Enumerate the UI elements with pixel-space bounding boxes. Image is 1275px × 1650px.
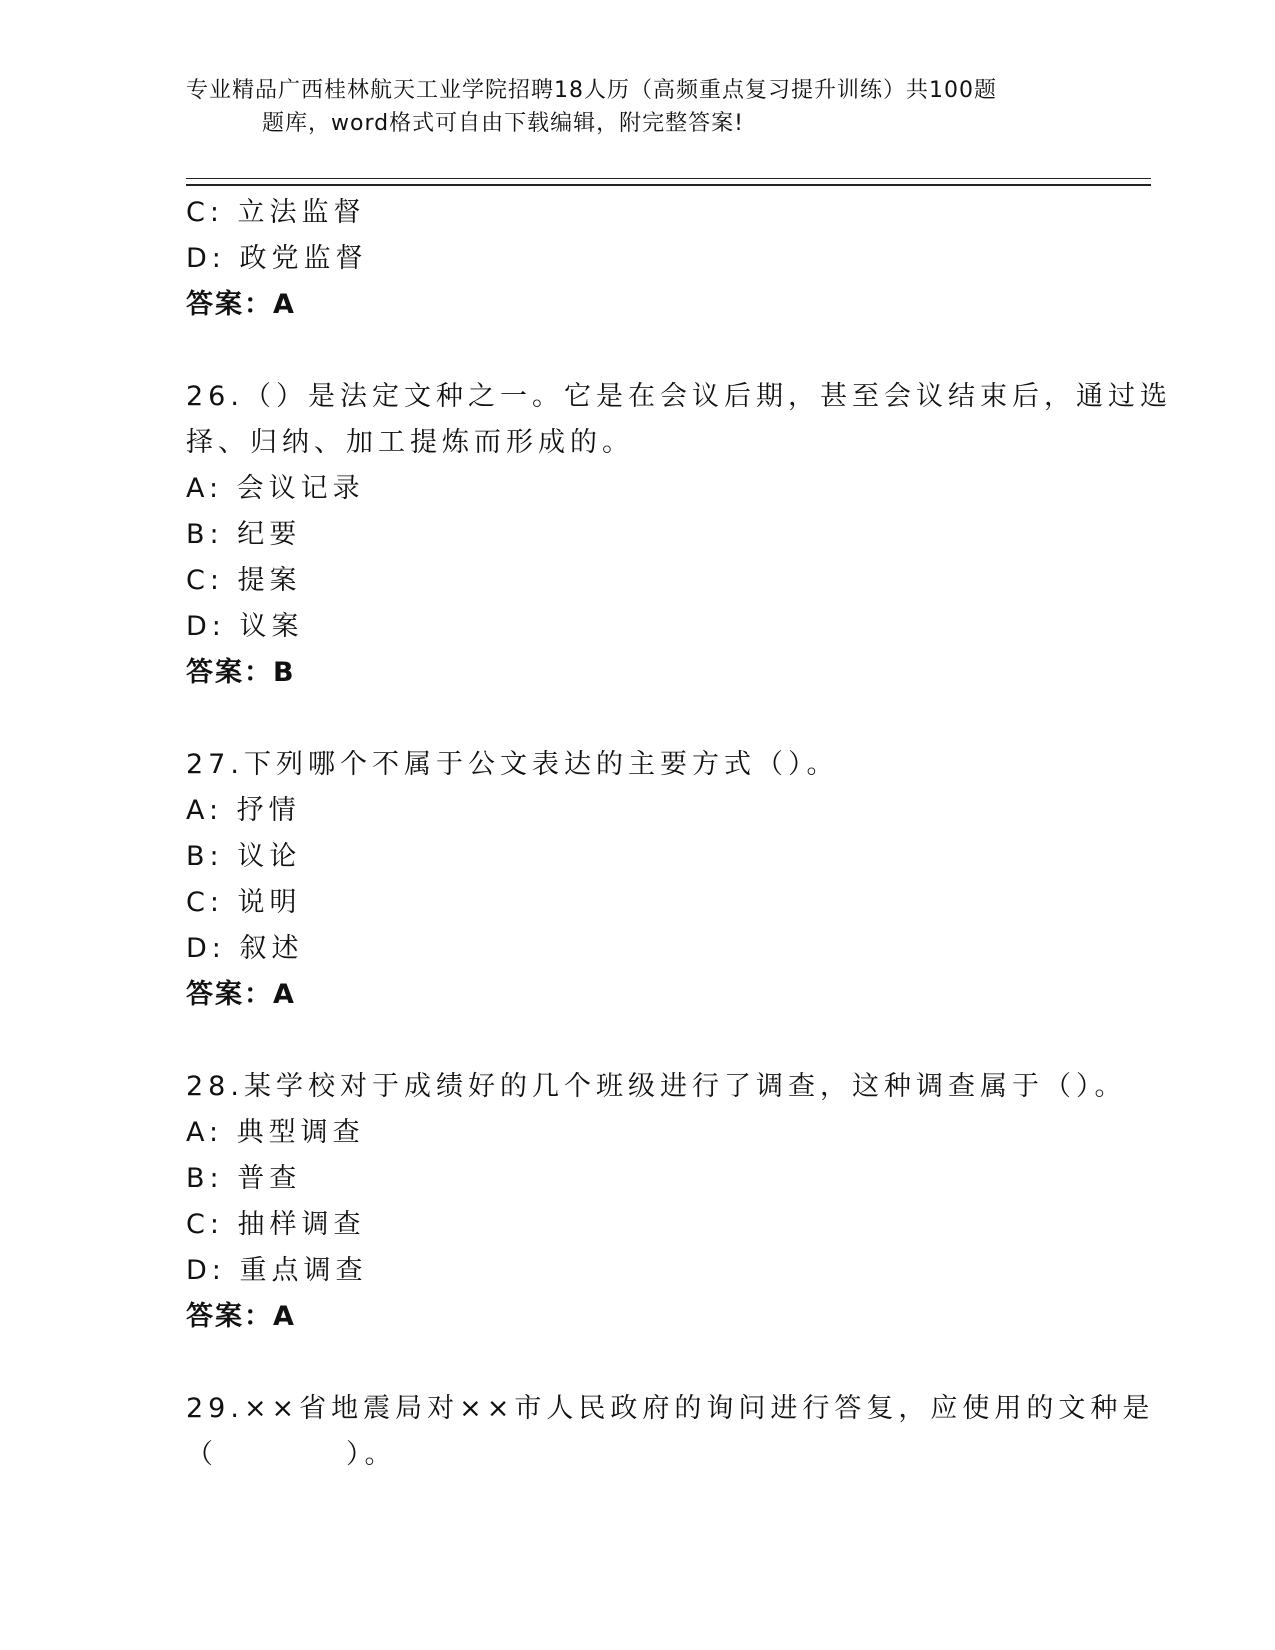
option-b: B: 议论	[186, 841, 302, 872]
header-title-line-1: 专业精品广西桂林航天工业学院招聘18人历（高频重点复习提升训练）共100题	[186, 78, 997, 103]
question-text: 26.（）是法定文种之一。它是在会议后期，甚至会议结束后，通过选	[186, 381, 1172, 412]
option-c: C: 立法监督	[186, 197, 366, 228]
question-text: 28.某学校对于成绩好的几个班级进行了调查，这种调查属于（）。	[186, 1071, 1127, 1102]
answer-line: 答案：A	[186, 979, 296, 1010]
option-a: A: 会议记录	[186, 473, 365, 504]
question-text: 29.××省地震局对××市人民政府的询问进行答复，应使用的文种是	[186, 1393, 1155, 1424]
question-list	[186, 190, 1172, 1478]
question-text: 择、归纳、加工提炼而形成的。	[186, 427, 634, 458]
option-b: B: 纪要	[186, 519, 302, 550]
header-divider	[186, 178, 1151, 186]
option-c: C: 提案	[186, 565, 302, 596]
question-block	[186, 374, 1172, 696]
option-d: D: 政党监督	[186, 243, 368, 274]
answer-line: 答案：A	[186, 289, 296, 320]
option-c: C: 抽样调查	[186, 1209, 366, 1240]
question-block	[186, 1386, 1155, 1478]
question-block	[186, 1064, 1127, 1340]
option-a: A: 典型调查	[186, 1117, 365, 1148]
question-text: （ ）。	[186, 1439, 397, 1470]
option-d: D: 议案	[186, 611, 304, 642]
option-d: D: 重点调查	[186, 1255, 368, 1286]
page-header	[186, 74, 1066, 140]
answer-line: 答案：B	[186, 657, 296, 688]
option-a: A: 抒情	[186, 795, 301, 826]
option-c: C: 说明	[186, 887, 302, 918]
answer-line: 答案：A	[186, 1301, 296, 1332]
question-text: 27.下列哪个不属于公文表达的主要方式（）。	[186, 749, 839, 780]
option-d: D: 叙述	[186, 933, 304, 964]
question-block	[186, 742, 1086, 1018]
option-b: B: 普查	[186, 1163, 302, 1194]
header-title-line-2: 题库，word格式可自由下载编辑，附完整答案!	[262, 111, 744, 136]
question-block	[186, 190, 1086, 328]
